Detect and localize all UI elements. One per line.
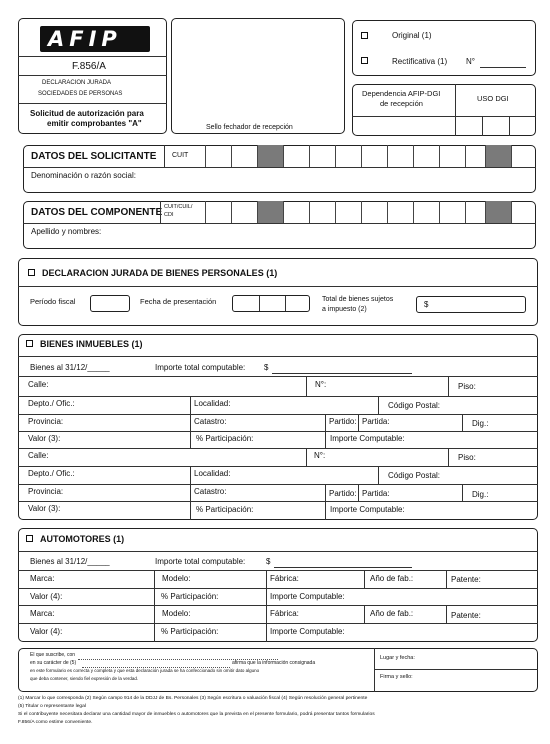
- inm2-dig-label: Dig.:: [472, 490, 489, 499]
- inm2-importe-computable-label: Importe Computable:: [330, 505, 405, 514]
- rectificativa-checkbox[interactable]: [361, 57, 368, 64]
- auto1-participacion-label: % Participación:: [161, 592, 219, 601]
- inmuebles-currency: $: [264, 363, 269, 372]
- ddjj-checkbox[interactable]: [28, 269, 35, 276]
- inmuebles-importe-line[interactable]: [272, 373, 412, 374]
- auto2-fabrica-label: Fábrica:: [270, 609, 299, 618]
- auto-importe-total: Importe total computable:: [155, 557, 246, 566]
- footnote-4: F.856/A como estime conveniente.: [18, 720, 93, 725]
- inm2-valor-label: Valor (3):: [28, 504, 61, 513]
- form-code: F.856/A: [72, 61, 106, 72]
- numero-label: N°: [466, 57, 475, 66]
- periodo-input[interactable]: [90, 295, 130, 312]
- auto2-valor-label: Valor (4):: [30, 627, 63, 636]
- inm1-dig-label: Dig.:: [472, 419, 489, 428]
- firma-line1: El que suscribe, con: [30, 652, 76, 658]
- total-line2: a impuesto (2): [322, 306, 367, 313]
- total-input[interactable]: [416, 296, 526, 313]
- inm1-partido-label: Partido:: [329, 417, 357, 426]
- periodo-label: Período fiscal: [30, 297, 76, 306]
- auto1-patente-label: Patente:: [451, 575, 481, 584]
- inm1-numero-label: N°:: [315, 380, 327, 389]
- componente-title: DATOS DEL COMPONENTE: [31, 207, 163, 218]
- inmuebles-checkbox[interactable]: [26, 340, 33, 347]
- inm1-participacion-label: % Participación:: [196, 434, 254, 443]
- original-checkbox[interactable]: [361, 32, 368, 39]
- inm2-codigo-postal-label: Código Postal:: [388, 471, 441, 480]
- inm1-importe-computable-label: Importe Computable:: [330, 434, 405, 443]
- title-line2: emitir comprobantes "A": [47, 119, 142, 128]
- auto2-anio-label: Año de fab.:: [370, 609, 414, 618]
- auto2-marca-label: Marca:: [30, 609, 55, 618]
- auto1-marca-label: Marca:: [30, 574, 55, 583]
- inm2-provincia-label: Provincia:: [28, 487, 64, 496]
- inm2-catastro-label: Catastro:: [194, 487, 227, 496]
- solicitante-cuit-label: CUIT: [172, 152, 189, 159]
- title-line1: Solicitud de autorización para: [30, 109, 144, 118]
- auto-importe-line[interactable]: [274, 567, 412, 568]
- inmuebles-title: BIENES INMUEBLES (1): [40, 339, 143, 349]
- inm2-calle-label: Calle:: [28, 451, 49, 460]
- denominacion-label: Denominación o razón social:: [31, 171, 136, 180]
- stamp-box: [171, 18, 345, 134]
- solicitante-title: DATOS DEL SOLICITANTE: [31, 151, 157, 162]
- automotores-checkbox[interactable]: [26, 535, 33, 542]
- total-currency: $: [424, 300, 429, 309]
- inm1-valor-label: Valor (3):: [28, 434, 61, 443]
- dependencia-line1: Dependencia AFIP-DGI: [362, 89, 441, 98]
- decl-line2: SOCIEDADES DE PERSONAS: [38, 91, 123, 97]
- inm1-calle-label: Calle:: [28, 380, 49, 389]
- ddjj-title: DECLARACION JURADA DE BIENES PERSONALES (1): [42, 268, 278, 278]
- firma-sello-label: Firma y sello:: [380, 674, 413, 680]
- inm1-codigo-postal-label: Código Postal:: [388, 401, 441, 410]
- componente-cuit-cells[interactable]: [205, 201, 536, 223]
- afip-logo-text: AFIP: [48, 27, 122, 51]
- rectificativa-label: Rectificativa (1): [392, 57, 448, 66]
- fecha-input[interactable]: [232, 295, 310, 312]
- inm2-numero-label: N°:: [314, 451, 326, 460]
- componente-cuit-label-1: CUIT/CUIL/: [164, 204, 193, 210]
- auto1-anio-label: Año de fab.:: [370, 574, 414, 583]
- inm2-partido-label: Partido:: [329, 489, 357, 498]
- auto2-participacion-label: % Participación:: [161, 627, 219, 636]
- footnote-2: (5) Titular o representante legal: [18, 704, 86, 709]
- inm2-depto-label: Depto./ Ofic.:: [28, 469, 75, 478]
- fecha-label: Fecha de presentación: [140, 297, 217, 306]
- inm1-localidad-label: Localidad:: [194, 399, 231, 408]
- inmuebles-box: [18, 334, 538, 520]
- afip-logo: [40, 26, 150, 52]
- automotores-title: AUTOMOTORES (1): [40, 534, 125, 544]
- total-line1: Total de bienes sujetos: [322, 296, 394, 303]
- inm1-provincia-label: Provincia:: [28, 417, 64, 426]
- lugar-fecha-label: Lugar y fecha:: [380, 655, 415, 661]
- dependencia-line2: de recepción: [380, 99, 423, 108]
- footnote-3: Si el contribuyente necesitara declarar una cantidad mayor de inmuebles o automotores que la prevista en el presente formulario, podrá presentar tantos formularios: [18, 712, 375, 717]
- auto1-valor-label: Valor (4):: [30, 592, 63, 601]
- firma-line3: en este formulario es correcta y completa y que esta declaración jurada se ha confeccionado sin omitir dato alguno: [30, 668, 260, 673]
- numero-line[interactable]: [480, 67, 526, 68]
- auto1-fabrica-label: Fábrica:: [270, 574, 299, 583]
- inmuebles-bienes-al: Bienes al 31/12/_____: [30, 363, 110, 372]
- auto-bienes-al: Bienes al 31/12/_____: [30, 557, 110, 566]
- footnote-1: (1) Marcar lo que corresponda (2) Según campo 914 de la DDJJ de Bs. Personales (3) Según escritura o valuación fiscal (4) Según resolución general pertinente: [18, 696, 368, 701]
- inm1-piso-label: Piso:: [458, 382, 476, 391]
- auto1-importe-computable-label: Importe Computable:: [270, 592, 345, 601]
- inm2-localidad-label: Localidad:: [194, 469, 231, 478]
- inmuebles-importe-total: Importe total computable:: [155, 363, 246, 372]
- firma-line2b: afirma que la información consignada: [232, 660, 316, 666]
- automotores-box: [18, 528, 538, 642]
- inm2-partida-label: Partida:: [362, 489, 390, 498]
- inm2-participacion-label: % Participación:: [196, 505, 254, 514]
- uso-dgi-label: USO DGI: [477, 94, 509, 103]
- stamp-label: Sello fechador de recepción: [206, 124, 293, 131]
- inm1-partida-label: Partida:: [362, 417, 390, 426]
- firma-line4: que deba contener, siendo fiel expresión de la verdad.: [30, 676, 139, 681]
- auto2-modelo-label: Modelo:: [162, 609, 191, 618]
- auto-currency: $: [266, 557, 271, 566]
- inm1-catastro-label: Catastro:: [194, 417, 227, 426]
- auto2-importe-computable-label: Importe Computable:: [270, 627, 345, 636]
- auto1-modelo-label: Modelo:: [162, 574, 191, 583]
- original-label: Original (1): [392, 31, 432, 40]
- firma-line2: en su carácter de (5): [30, 660, 77, 666]
- apellido-label: Apellido y nombres:: [31, 227, 102, 236]
- decl-line1: DECLARACION JURADA: [42, 80, 112, 86]
- inm2-piso-label: Piso:: [458, 453, 476, 462]
- auto2-patente-label: Patente:: [451, 611, 481, 620]
- componente-cuit-label-2: CDI: [164, 212, 174, 218]
- inm1-depto-label: Depto./ Ofic.:: [28, 399, 75, 408]
- solicitante-cuit-cells[interactable]: [205, 145, 536, 167]
